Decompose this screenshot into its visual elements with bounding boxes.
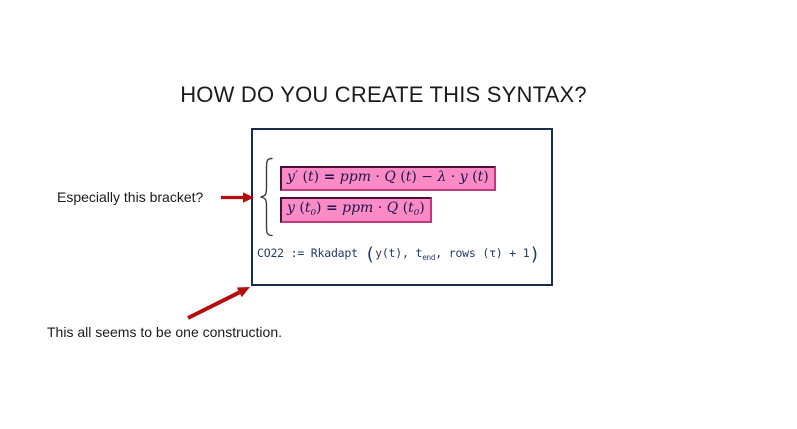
bracket-question-label: Especially this bracket?: [57, 189, 204, 205]
left-curly-brace: [259, 157, 275, 237]
bracket-arrow: [221, 192, 254, 202]
highlighted-equation-1: y′ (t) = ppm · Q (t) − λ · y (t): [280, 166, 496, 191]
program-line: CO22 := Rkadapt (y(t), $t_{end}$, rows (τ) + 1): [257, 244, 540, 265]
mathcad-screenshot-box: [251, 128, 553, 286]
construction-label: This all seems to be one construction.: [47, 324, 283, 340]
slide-title: HOW DO YOU CREATE THIS SYNTAX?: [180, 82, 587, 107]
highlighted-equation-2: y $(t_0)$ = ppm · Q $(t_0)$: [280, 197, 432, 223]
construction-arrow: [188, 287, 250, 318]
